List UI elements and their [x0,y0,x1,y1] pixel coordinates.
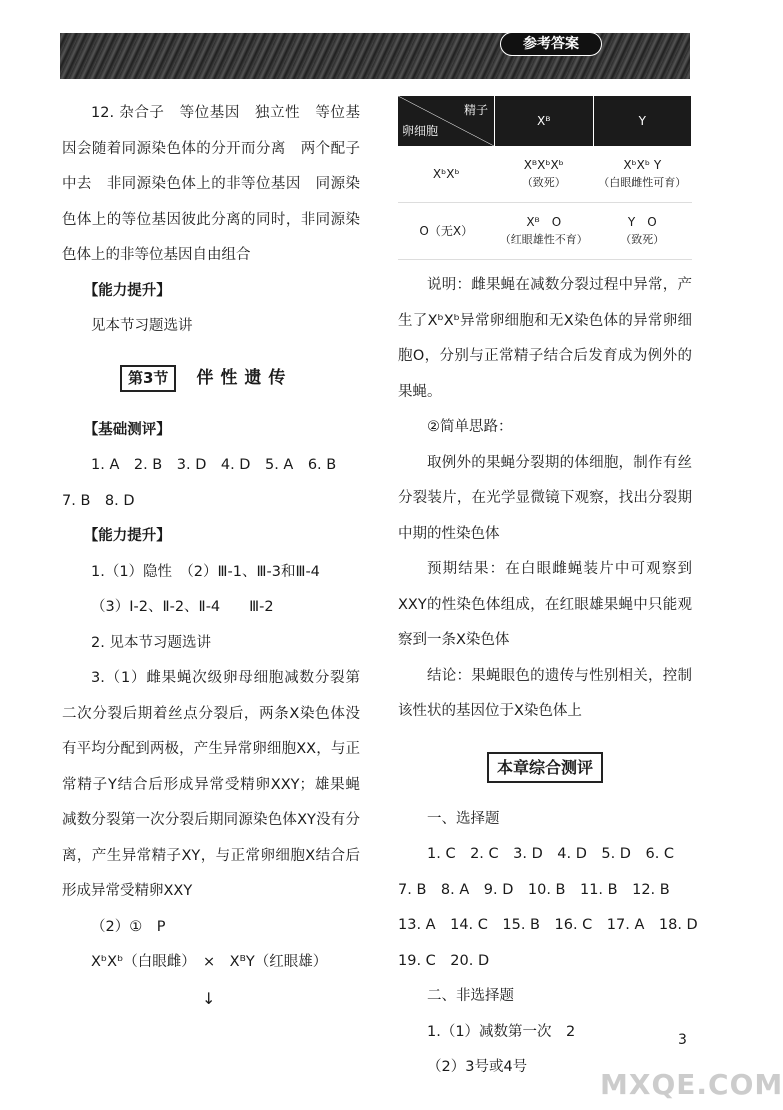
phenotype-note: （致死） [620,233,665,246]
basic-answers-line-2: 7. B 8. D [62,492,135,509]
column-header-xb: Xᴮ [495,96,594,146]
choice-answers-line-1: 1. C 2. C 3. D 4. D 5. D 6. C [427,846,675,862]
section-name: 伴性遗传 [196,368,293,388]
column-header-y: Y [593,96,692,146]
basic-answers-line-1: 1. A 2. B 3. D 4. D 5. A 6. B [91,457,337,473]
heading-ability-2: 【能力提升】 [83,528,171,544]
heading-ability-1: 【能力提升】 [83,282,171,299]
site-watermark: MXQE.COM [600,1068,783,1101]
nonchoice-answer-2: （2）3号或4号 [427,1059,528,1075]
phenotype-note: （红眼雄性不育） [499,233,588,246]
ability-answer-1a: 1.（1）隐性 （2）Ⅲ-1、Ⅲ-3和Ⅲ-4 [91,563,320,580]
p-generation-label: （2）① P [91,918,166,935]
heading-basic: 【基础测评】 [83,421,171,438]
page-number: 3 [678,1032,687,1048]
choice-answers-line-3: 13. A 14. C 15. B 16. C 17. A 18. D [398,917,698,933]
section-number-box: 第3节 [120,365,176,392]
egg-type: O（无X） [398,203,495,260]
left-column [62,96,360,1016]
ability-answer-2: 2. 见本节习题选讲 [91,634,211,651]
genotype: XᵇXᵇ Y [623,158,662,172]
cross-equation: XᵇXᵇ（白眼雌） × XᴮY（红眼雄） [91,954,328,970]
section-title [120,359,360,399]
chapter-test-box: 本章综合测评 [487,752,603,783]
nonchoice-answer-1: 1.（1）减数第一次 2 [427,1023,576,1040]
ability-answer-3: 3.（1）雌果蝇次级卵母细胞减数分裂第二次分裂后期着丝点分裂后，两条X染色体没有平均分配到两极，产生异常卵细胞XX，与正常精子Y结合后形成异常受精卵XXY；雄果蝇减数分裂第一次分裂后期同源染色体XY没有分离，产生异常精子XY，与正常卵细胞X结合后形成异常受精卵XXY [62,670,360,899]
table-row [398,146,692,203]
header-tag: 参考答案 [500,32,602,56]
ability-answer-1b: （3）Ⅰ-2、Ⅱ-2、Ⅱ-4 Ⅲ-2 [91,599,274,615]
offspring-cell [495,146,594,203]
corner-sperm-label: 精子 [463,103,488,117]
idea-title: ②简单思路： [427,419,513,435]
phenotype-note: （白眼雌性可育） [598,176,687,189]
choice-section-title: 一、选择题 [427,810,500,827]
table-row [398,203,692,260]
nonchoice-section-title: 二、非选择题 [427,988,514,1004]
corner-egg-label: 卵细胞 [402,124,439,138]
explanation: 说明：雌果蝇在减数分裂过程中异常，产生了XᵇXᵇ异常卵细胞和无X染色体的异常卵细胞O，分别与正常精子结合后发育成为例外的果蝇。 [398,277,692,400]
genotype: Y O [627,215,657,229]
chapter-test-title [398,748,692,788]
phenotype-note: （致死） [521,176,566,189]
answer-12: 12. 杂合子 等位基因 独立性 等位基因会随着同源染色体的分开而分离 两个配子中去 非同源染色体上的非等位基因 同源染色体上的等位基因彼此分离的同时，非同源染色体上的非等位基因自由组合 [62,105,360,263]
right-column [398,96,698,1086]
idea-text: 取例外的果蝇分裂期的体细胞，制作有丝分裂装片，在光学显微镜下观察，找出分裂期中期的性染色体 [398,454,692,542]
choice-answers-line-4: 19. C 20. D [398,952,490,969]
egg-type: XᵇXᵇ [398,146,495,203]
down-arrow-icon: ↓ [202,988,216,1008]
table-corner [398,96,495,146]
genotype: XᴮXᵇXᵇ [523,158,564,172]
genotype: Xᴮ O [526,215,562,229]
expected-result: 预期结果：在白眼雌蝇装片中可观察到XXY的性染色体组成，在红眼雄果蝇中只能观察到一条X染色体 [398,561,692,648]
offspring-cell [593,203,692,260]
punnett-table [398,96,692,260]
choice-answers-line-2: 7. B 8. A 9. D 10. B 11. B 12. B [398,881,670,898]
offspring-cell [495,203,594,260]
conclusion: 结论：果蝇眼色的遗传与性别相关，控制该性状的基因位于X染色体上 [398,667,692,719]
see-exercises-1: 见本节习题选讲 [91,318,193,334]
offspring-cell [593,146,692,203]
